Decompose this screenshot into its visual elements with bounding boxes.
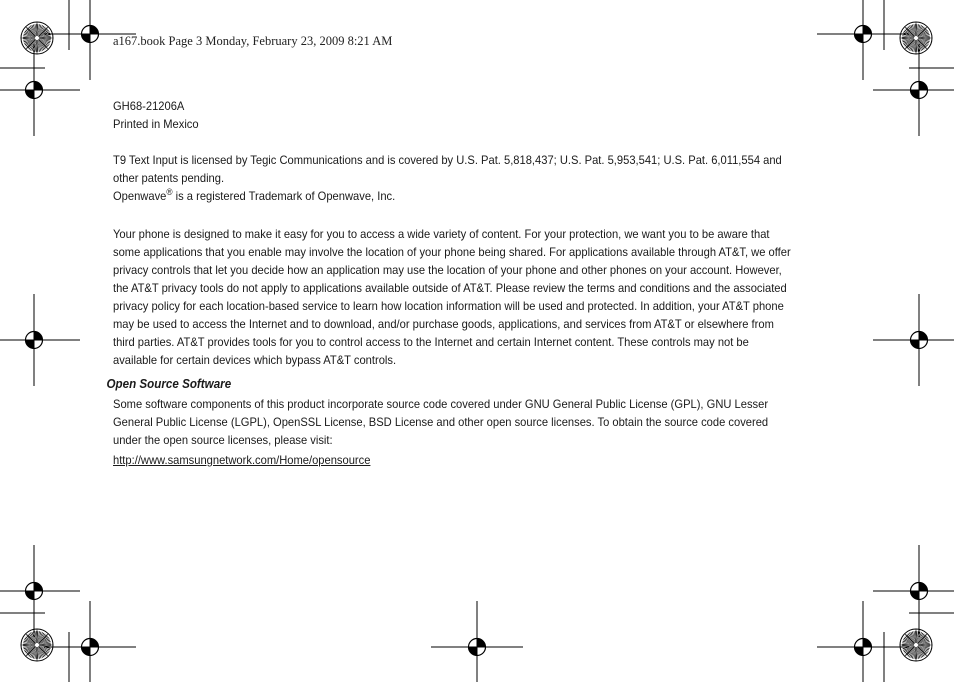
openwave-trademark-text: is a registered Trademark of Openwave, Inc. xyxy=(172,189,396,203)
openwave-notice xyxy=(113,187,792,205)
registration-crosshair-icon xyxy=(0,545,80,637)
registration-starburst-icon xyxy=(900,629,932,661)
registration-starburst-icon xyxy=(21,629,53,661)
open-source-heading: Open Source Software xyxy=(106,377,232,391)
registration-crosshair-icon xyxy=(873,294,954,386)
t9-notice: T9 Text Input is licensed by Tegic Communications and is covered by U.S. Pat. 5,818,437; U.S. Pat. 5,953,541; U.S. Pat. 6,011,554 and other patents pending. xyxy=(113,153,782,185)
open-source-link[interactable]: http://www.samsungnetwork.com/Home/opensource xyxy=(113,453,371,467)
registration-crosshair-icon xyxy=(0,44,80,136)
document-body xyxy=(106,97,792,469)
registration-crosshair-icon xyxy=(873,44,954,136)
book-header: a167.book Page 3 Monday, February 23, 2009 8:21 AM xyxy=(113,34,393,48)
openwave-name: Openwave xyxy=(113,189,167,203)
part-number: GH68-21206A xyxy=(113,99,185,113)
registration-crosshair-icon xyxy=(44,601,136,682)
registration-crosshair-icon xyxy=(431,601,523,682)
open-source-paragraph: Some software components of this product incorporate source code covered under GNU General Public License (GPL), GNU Lesser General Public License (LGPL), OpenSSL License, BSD License and other open source licenses. To obtain the source code covered under the open source licenses, please visit: xyxy=(113,397,769,447)
registration-starburst-icon xyxy=(21,22,53,54)
registration-crosshair-icon xyxy=(873,545,954,637)
registration-starburst-icon xyxy=(900,22,932,54)
privacy-paragraph: Your phone is designed to make it easy for you to access a wide variety of content. For your protection, we want you to be aware that some applications that you enable may involve the location of your phone being shared. For applications available through AT&T, we offer privacy controls that let you decide how an application may use the location of your phone and other phones on your account. However, the AT&T privacy tools do not apply to applications available outside of AT&T. Please review the terms and conditions and the associated privacy policy for each location-based service to learn how location information will be used and protected. In addition, your AT&T phone may be used to access the Internet and to download, and/or purchase goods, applications, and services from AT&T or elsewhere from third parties. AT&T provides tools for you to control access to the Internet and certain Internet content. These controls may not be available for certain devices which bypass AT&T controls. xyxy=(113,227,791,367)
registered-mark: ® xyxy=(166,187,173,197)
registration-crosshair-icon xyxy=(817,0,909,80)
registration-crosshair-icon xyxy=(817,601,909,682)
registration-crosshair-icon xyxy=(0,294,80,386)
printed-location: Printed in Mexico xyxy=(113,117,199,131)
